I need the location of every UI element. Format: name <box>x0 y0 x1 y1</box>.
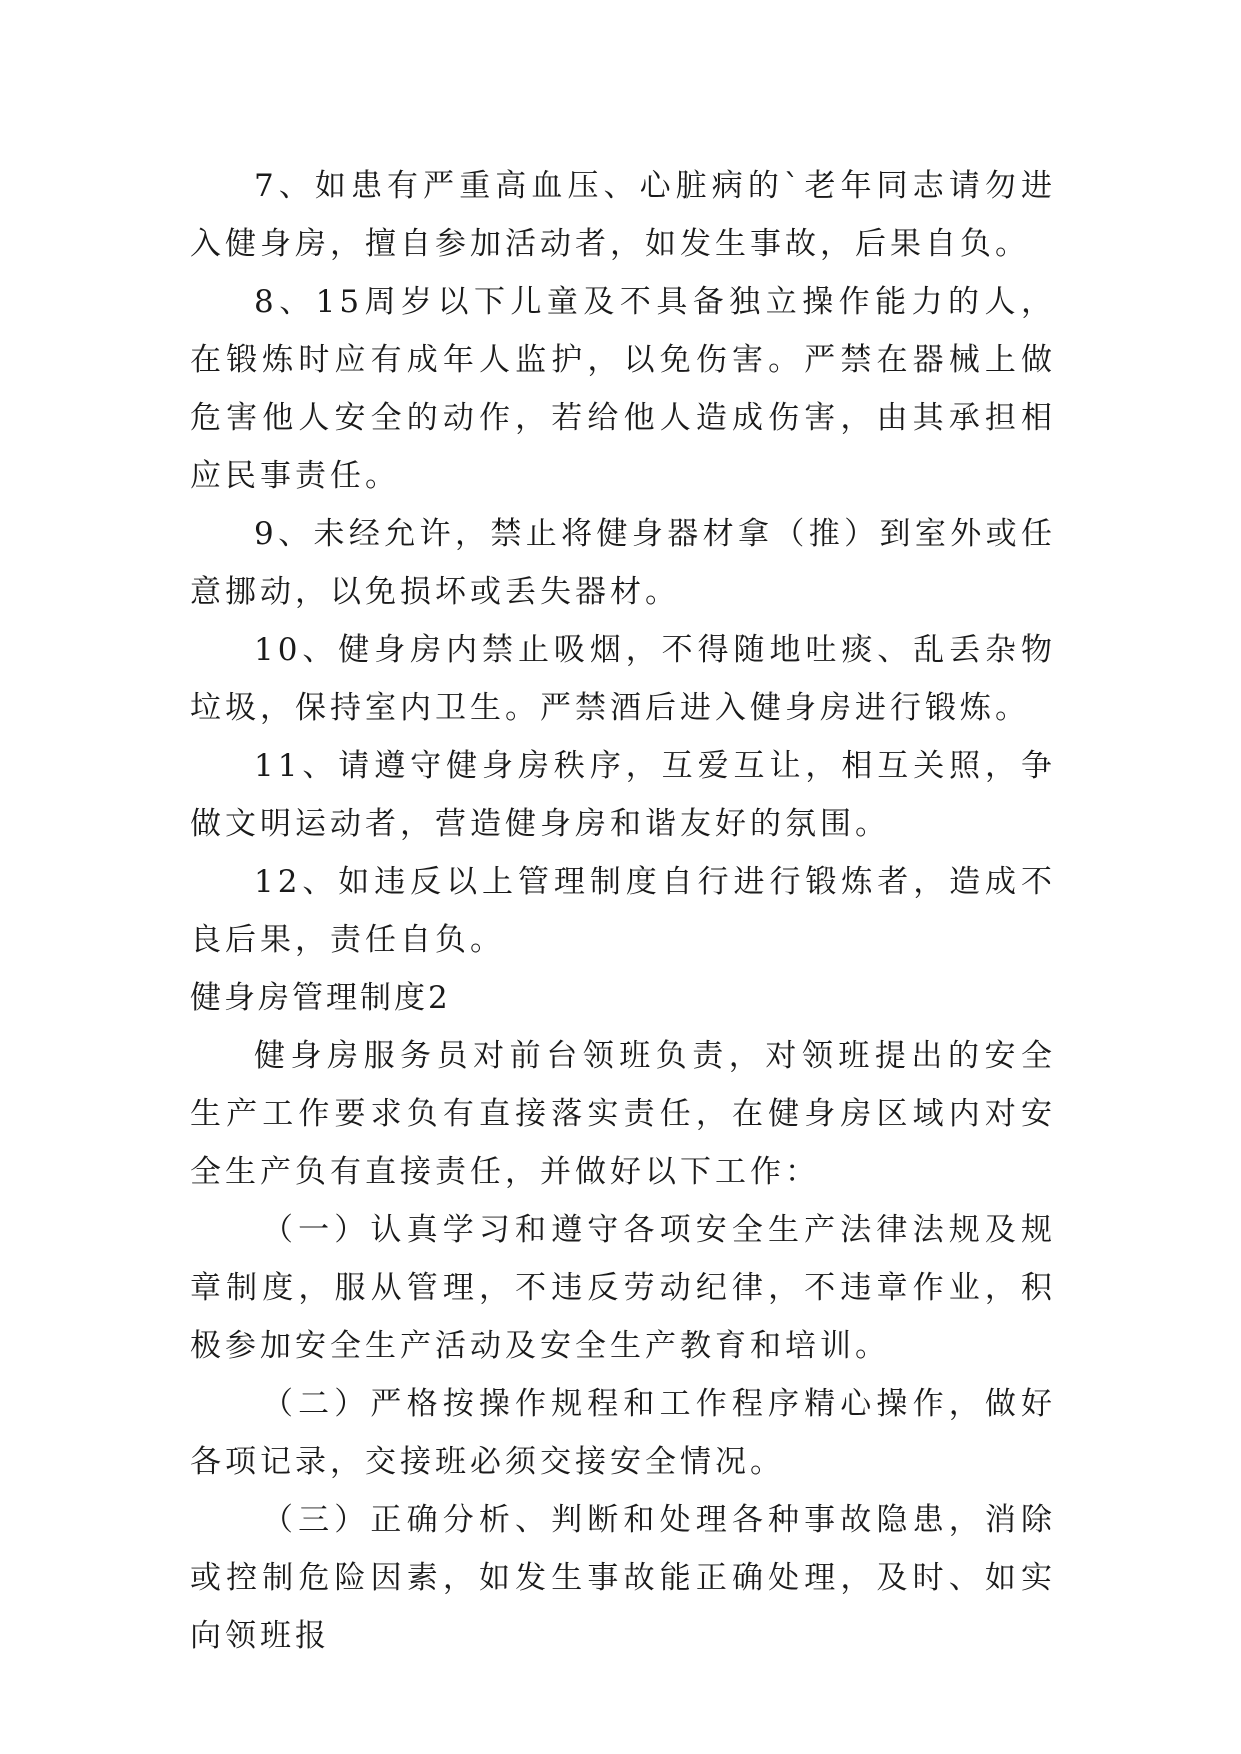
list-item-3: （三）正确分析、判断和处理各种事故隐患，消除或控制危险因素，如发生事故能正确处理，及时、如实向领班报 <box>190 1502 1056 1654</box>
list-item-2: （二）严格按操作规程和工作程序精心操作，做好各项记录，交接班必须交接安全情况。 <box>190 1386 1056 1480</box>
paragraph-rule-11: 11、请遵守健身房秩序，互爱互让，相互关照，争做文明运动者，营造健身房和谐友好的氛围。 <box>190 748 1056 842</box>
document-body <box>190 157 1056 1665</box>
paragraph-rule-10: 10、健身房内禁止吸烟，不得随地吐痰、乱丢杂物垃圾，保持室内卫生。严禁酒后进入健身房进行锻炼。 <box>190 632 1056 726</box>
paragraph-rule-8: 8、15周岁以下儿童及不具备独立操作能力的人，在锻炼时应有成年人监护，以免伤害。严禁在器械上做危害他人安全的动作，若给他人造成伤害，由其承担相应民事责任。 <box>190 284 1056 494</box>
section-heading: 健身房管理制度2 <box>190 980 451 1016</box>
paragraph-rule-12: 12、如违反以上管理制度自行进行锻炼者，造成不良后果，责任自负。 <box>190 864 1056 958</box>
list-item-1: （一）认真学习和遵守各项安全生产法律法规及规章制度，服从管理，不违反劳动纪律，不违章作业，积极参加安全生产活动及安全生产教育和培训。 <box>190 1212 1056 1364</box>
paragraph-rule-7: 7、如患有严重高血压、心脏病的`老年同志请勿进入健身房，擅自参加活动者，如发生事故，后果自负。 <box>190 168 1056 262</box>
paragraph-rule-9: 9、未经允许，禁止将健身器材拿（推）到室外或任意挪动，以免损坏或丢失器材。 <box>190 516 1056 610</box>
section-intro: 健身房服务员对前台领班负责，对领班提出的安全生产工作要求负有直接落实责任，在健身房区域内对安全生产负有直接责任，并做好以下工作： <box>190 1038 1056 1190</box>
